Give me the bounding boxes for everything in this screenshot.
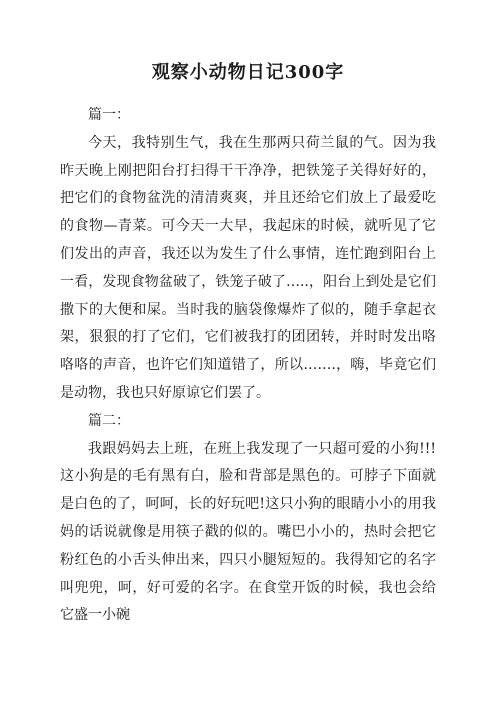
section-body-1: 今天，我特别生气，我在生那两只荷兰鼠的气。因为我昨天晚上刚把阳台打扫得干干净净，把铁笼子关得好好的，把它们的食物盆洗的清清爽爽，并且还给它们放上了最爱吃的食物—青菜。可今天一大早，我起床的时候，就听见了它们发出的声音，我还以为发生了什么事情，连忙跑到阳台上一看，发现食物盆破了，铁笼子破了…..，阳台上到处是它们撒下的大便和屎。当时我的脑袋像爆炸了似的，随手拿起衣架，狠狠的打了它们，它们被我打的团团转，并时时发出咯咯咯的声音，也许它们知道错了，所以…….，嗨，毕竟它们是动物，我也只好原谅它们罢了。	[60, 134, 436, 401]
section-heading-2: 篇二：	[88, 412, 130, 429]
document-title: 观察小动物日记300字	[151, 62, 345, 83]
section-heading-1: 篇一：	[88, 107, 130, 123]
section-body-2: 我跟妈妈去上班，在班上我发现了一只超可爱的小狗!!!这小狗是的毛有黑有白，脸和背部是黑色的。可脖子下面就是白色的了，呵呵，长的好玩吧!这只小狗的眼睛小小的用我妈的话说就像是用筷子戳的似的。嘴巴小小的，热时会把它粉红色的小舌头伸出来，四只小腿短短的。我得知它的名字叫兜兜，呵，好可爱的名字。在食堂开饭的时候，我也会给它盛一小碗	[60, 440, 436, 624]
